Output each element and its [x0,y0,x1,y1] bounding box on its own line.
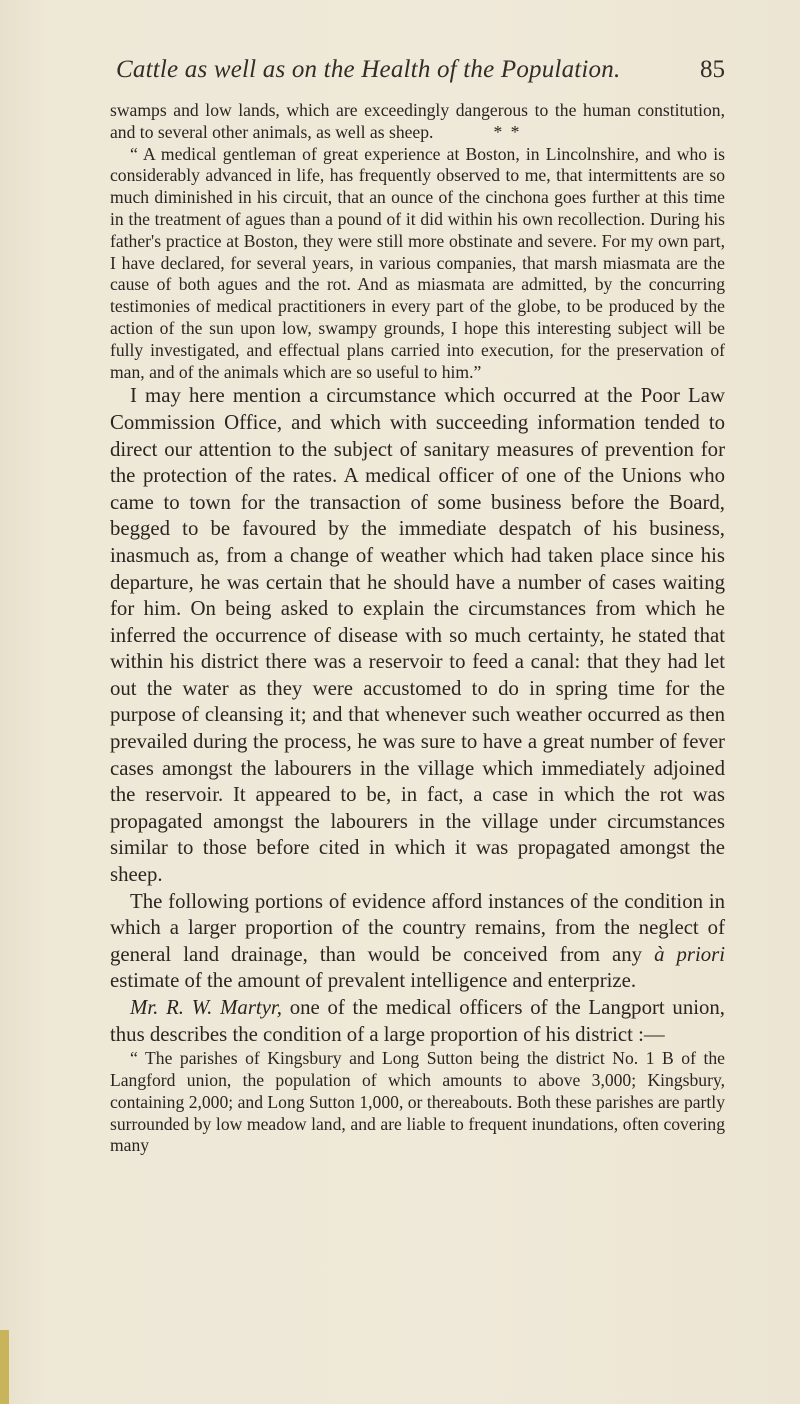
page-number: 85 [700,56,725,83]
page-body [110,100,725,1157]
page-edge-strip [0,1330,9,1404]
paragraph-boston-quote: “ A medical gentleman of great experience at Boston, in Lincolnshire, and who is considerably advanced in life, has frequently observed to me, that intermittents are so much diminished in his circuit, that an ounce of the cinchona goes further at this time in the treatment of agues than a pound of it did within his own recollection. During his father's practice at Boston, they were still more obstinate and severe. For my own part, I have declared, for several years, in various companies, that marsh miasmata are the cause of both agues and the rot. And as miasmata are admitted, by the concurring testimonies of medical practitioners in every part of the globe, to be produced by the action of the sun upon low, swampy grounds, I hope this interesting subject will be fully investigated, and effectual plans carried into execution, for the preservation of man, and of the animals which are so useful to him.” [110,143,725,382]
running-title: Cattle as well as on the Health of the Population. [116,56,621,83]
a-priori-phrase: à priori [654,942,726,966]
martyr-name: Mr. R. W. Martyr, [130,996,282,1020]
paragraph-commission-office: I may here mention a circumstance which occurred at the Poor Law Commission Office, and which with succeeding information tended to direct our attention to the subject of sanitary measures of prevention for the protection of the rates. A medical officer of one of the Unions who came to town for the transaction of some business before the Board, begged to be favoured by the immediate despatch of his business, inasmuch as, from a change of weather which had taken place since his departure, he was certain that he should have a number of cases waiting for him. On being asked to explain the circumstances from which he inferred the occurrence of disease with so much certainty, he stated that within his district there was a reservoir to feed a canal: that they had let out the water as they were accustomed to do in spring time for the purpose of cleansing it; and that whenever such weather occurred as then prevailed during the process, he was sure to have a great number of fever cases amongst the labourers in the village which immediately adjoined the reservoir. It appeared to be, in fact, a case in which the rot was propagated amongst the labourers in the village under circumstances similar to those before cited in which it was propagated amongst the sheep. [110,384,725,887]
martyr-description: one of the medical officers of the Langport union, thus describes the condition of a large proportion of his district :— [110,996,725,1046]
evidence-intro-tail: estimate of the amount of prevalent intelligence and enterprize. [110,969,637,993]
paragraph-martyr [110,995,725,1048]
page-header [110,56,725,96]
evidence-intro-text: The following portions of evidence afford instances of the condition in which a larger proportion of the country remains, from the neglect of general land drainage, than would be conceived from any [110,889,725,966]
paragraph-swamps-text: swamps and low lands, which are exceedingly dangerous to the human constitution, and to several other animals, as well as sheep. [110,100,725,142]
paragraph-swamps [110,100,725,144]
paragraph-kingsbury-quote: “ The parishes of Kingsbury and Long Sutton being the district No. 1 B of the Langford union, the population of which amounts to above 3,000; Kingsbury, containing 2,000; and Long Sutton 1,000, or thereabouts. Both these parishes are partly surrounded by low meadow land, and are liable to frequent inundations, often covering many [110,1048,725,1156]
paragraph-evidence-intro [110,889,725,995]
omission-asterisks: * * [493,121,522,142]
